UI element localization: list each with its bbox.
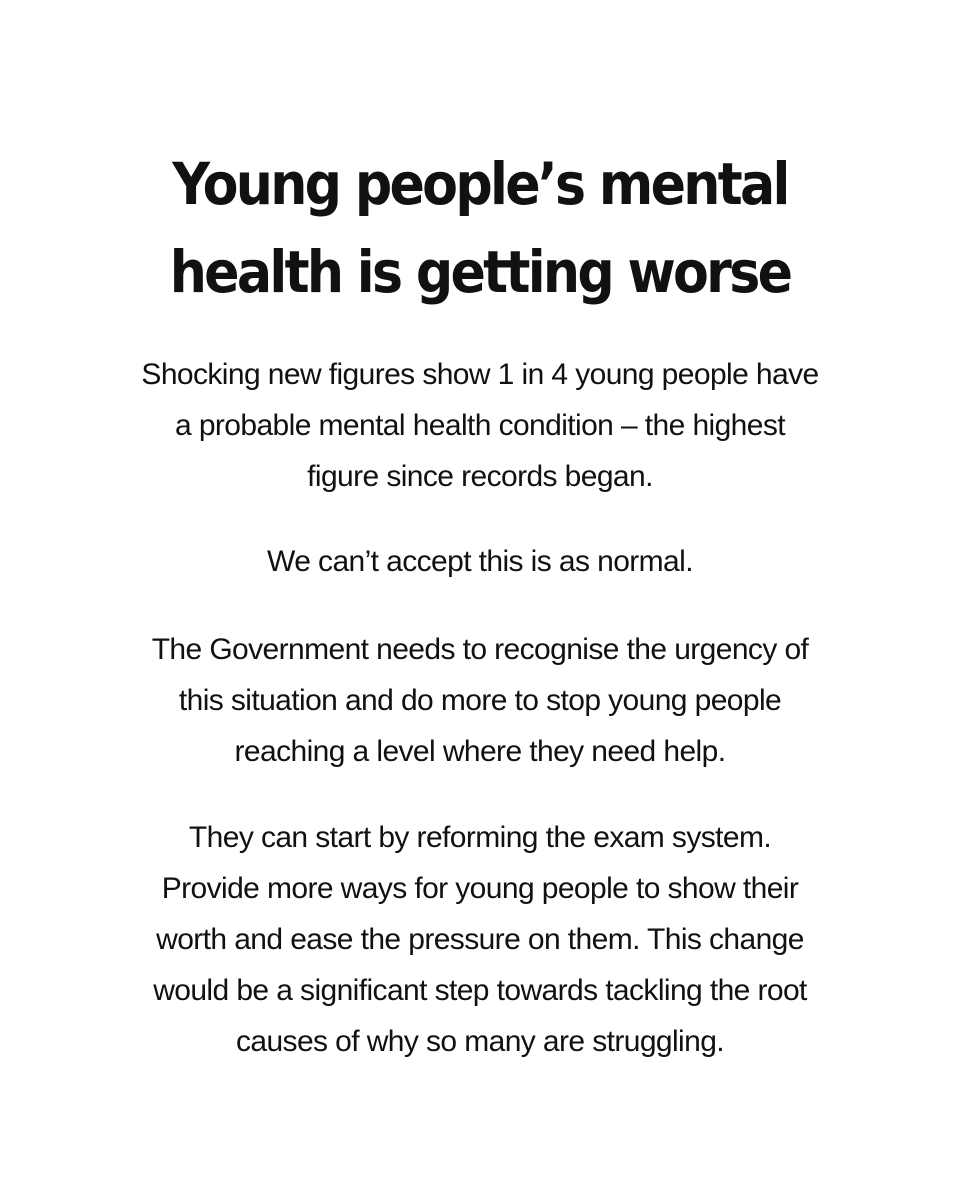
text-line: Shocking new figures show 1 in 4 young people have <box>141 358 819 391</box>
text-line: Provide more ways for young people to show their <box>161 872 799 905</box>
text-line: a probable mental health condition – the highest <box>175 409 785 442</box>
text-line: The Government needs to recognise the urgency of <box>151 633 809 666</box>
paragraph-statement <box>60 536 900 587</box>
title-line: health is getting worse <box>169 238 791 306</box>
text-line: They can start by reforming the exam system. <box>188 821 772 854</box>
text-line: worth and ease the pressure on them. This change <box>156 923 804 956</box>
paragraph-exam-reform <box>60 812 900 1067</box>
title-line: Young people’s mental <box>172 150 788 218</box>
text-line: would be a significant step towards tackling the root <box>153 974 807 1007</box>
text-line: We can’t accept this is as normal. <box>267 545 693 578</box>
paragraph-government <box>60 624 900 777</box>
text-line: reaching a level where they need help. <box>234 735 726 768</box>
text-line: this situation and do more to stop young people <box>178 684 782 717</box>
text-line: causes of why so many are struggling. <box>235 1025 725 1058</box>
page-title <box>120 140 840 316</box>
paragraph-statistics <box>60 349 900 502</box>
text-line: figure since records began. <box>307 460 653 493</box>
